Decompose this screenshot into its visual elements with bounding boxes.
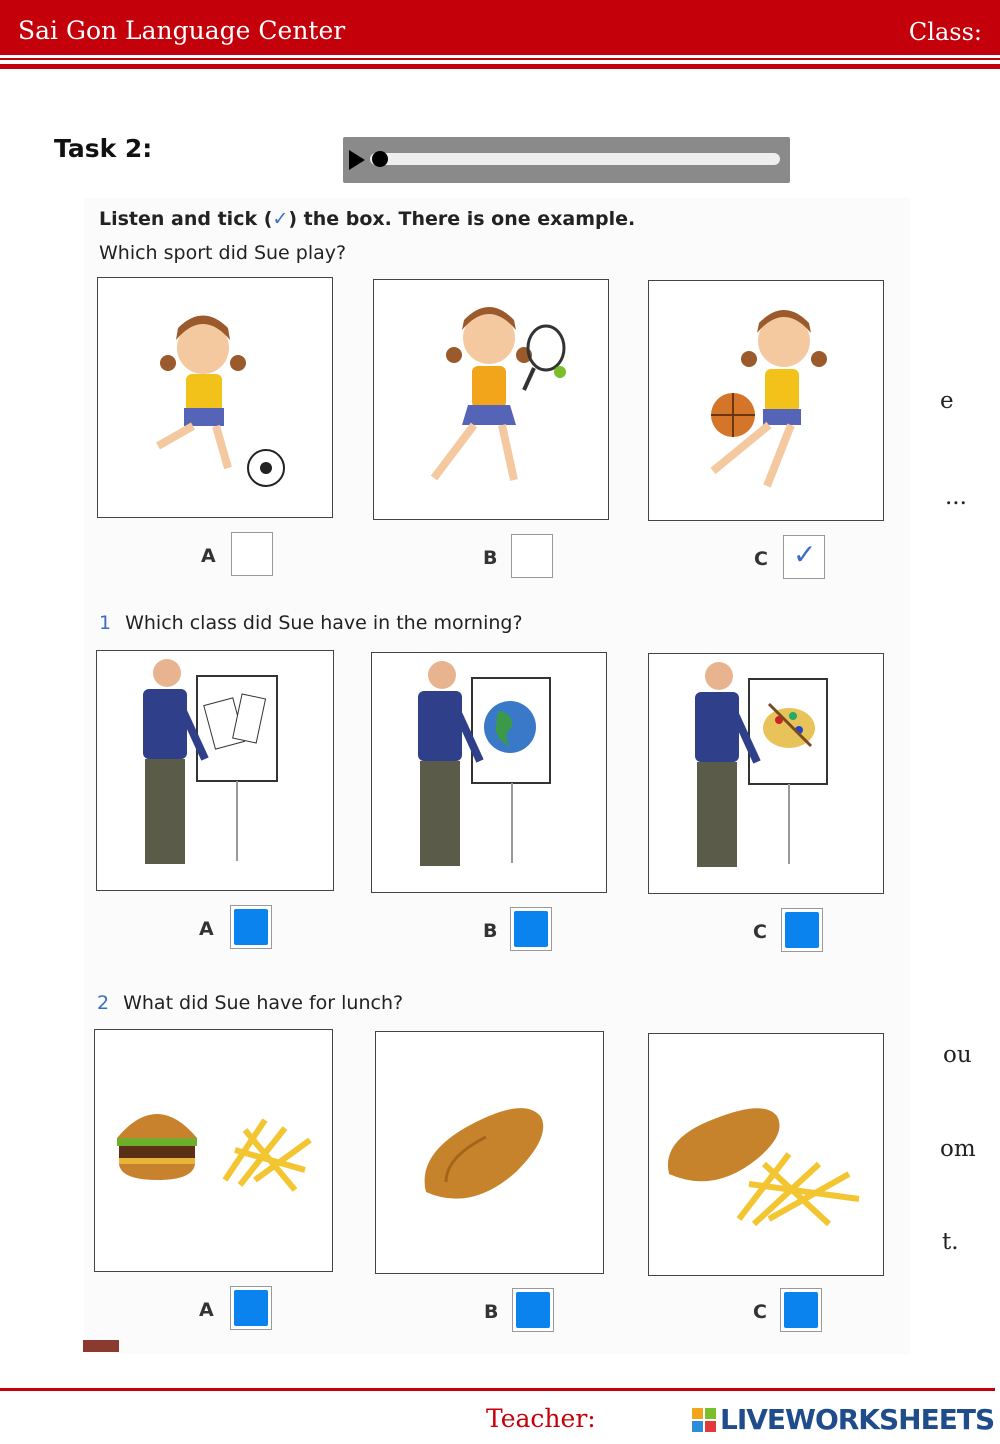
answer-box-example-a xyxy=(231,532,273,576)
question-text: What did Sue have for lunch? xyxy=(123,992,404,1014)
picture-fish-fillet xyxy=(375,1031,604,1274)
option-letter: A xyxy=(199,1299,214,1321)
audio-player[interactable] xyxy=(343,137,790,183)
task-label: Task 2: xyxy=(54,134,153,163)
picture-burger-and-chips xyxy=(94,1029,333,1272)
side-text-fragment: e xyxy=(940,388,954,414)
option-letter: A xyxy=(199,918,214,940)
question-number: 1 xyxy=(99,612,112,634)
answer-box-q1-b[interactable] xyxy=(510,907,552,951)
play-icon[interactable] xyxy=(349,150,365,170)
option-letter: A xyxy=(201,545,216,567)
instruction-text: Listen and tick ( xyxy=(99,208,273,230)
header-divider xyxy=(0,58,1000,60)
tick-icon: ✓ xyxy=(272,208,289,230)
footer-divider xyxy=(0,1388,995,1391)
audio-progress-track[interactable] xyxy=(370,153,780,165)
center-name: Sai Gon Language Center xyxy=(18,16,346,45)
answer-box-example-b xyxy=(511,534,553,578)
answer-box-q1-c[interactable] xyxy=(781,908,823,952)
side-text-fragment: ... xyxy=(945,484,967,510)
question-2 xyxy=(97,992,403,1014)
page-number-tab xyxy=(83,1340,119,1352)
check-mark-icon: ✓ xyxy=(793,538,817,571)
option-letter: C xyxy=(754,548,768,570)
question-1 xyxy=(99,612,523,634)
picture-girl-football xyxy=(97,277,333,518)
question-text: Which class did Sue have in the morning? xyxy=(125,612,523,634)
answer-box-q2-c[interactable] xyxy=(780,1288,822,1332)
instruction-text: ) the box. There is one example. xyxy=(288,208,636,230)
side-text-fragment: ou xyxy=(943,1042,972,1068)
option-letter: B xyxy=(484,1301,499,1323)
side-text-fragment: t. xyxy=(942,1229,959,1255)
picture-teacher-maths xyxy=(96,650,334,891)
answer-box-example-c xyxy=(783,535,825,579)
audio-progress-handle[interactable] xyxy=(372,151,388,167)
liveworksheets-logo-icon xyxy=(692,1408,716,1432)
header-bar xyxy=(0,0,1000,55)
class-label: Class: xyxy=(908,18,982,46)
option-letter: C xyxy=(753,1301,767,1323)
picture-fish-and-chips xyxy=(648,1033,884,1276)
question-number: 2 xyxy=(97,992,110,1014)
answer-box-q2-a[interactable] xyxy=(230,1286,272,1330)
side-text-fragment: om xyxy=(940,1136,976,1162)
header-divider-thick xyxy=(0,64,1000,69)
option-letter: B xyxy=(483,920,498,942)
option-letter: B xyxy=(483,547,498,569)
teacher-label: Teacher: xyxy=(486,1404,596,1433)
answer-box-q1-a[interactable] xyxy=(230,905,272,949)
picture-girl-tennis xyxy=(373,279,609,520)
answer-box-q2-b[interactable] xyxy=(512,1288,554,1332)
example-question: Which sport did Sue play? xyxy=(99,242,347,264)
picture-girl-basketball xyxy=(648,280,884,521)
instructions xyxy=(99,208,635,230)
picture-teacher-art xyxy=(648,653,884,894)
option-letter: C xyxy=(753,921,767,943)
liveworksheets-brand[interactable]: LIVEWORKSHEETS xyxy=(720,1403,995,1436)
picture-teacher-geography xyxy=(371,652,607,893)
